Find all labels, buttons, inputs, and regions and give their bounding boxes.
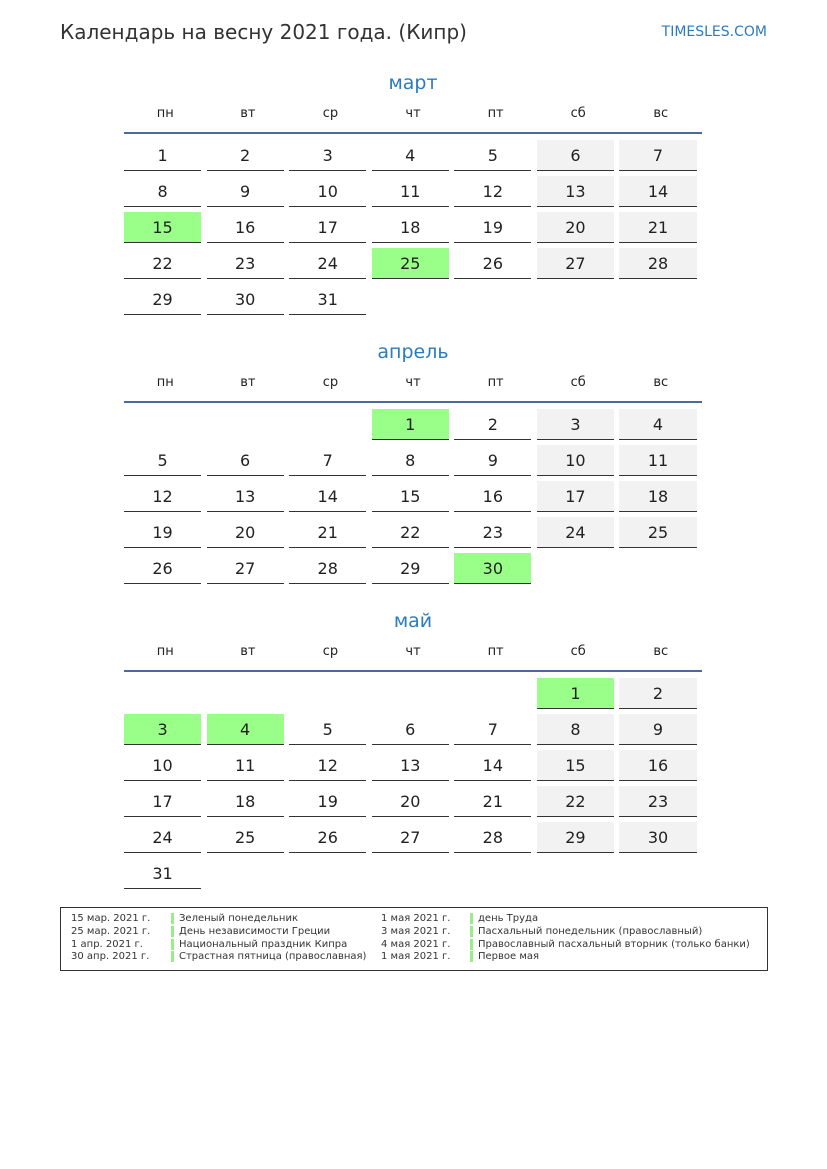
holiday-day-cell[interactable]: 15	[124, 212, 201, 243]
day-cell[interactable]: 21	[619, 212, 696, 243]
empty-cell	[289, 409, 366, 440]
day-cell[interactable]: 13	[537, 176, 614, 207]
legend-row	[71, 926, 767, 939]
day-cell[interactable]: 18	[372, 212, 449, 243]
month-name: апрель	[377, 341, 449, 363]
day-cell[interactable]: 29	[537, 822, 614, 853]
holiday-date: 30 апр. 2021 г.	[71, 951, 150, 963]
holiday-name: день Труда	[478, 913, 539, 924]
day-cell[interactable]: 26	[289, 822, 366, 853]
day-cell[interactable]: 3	[537, 409, 614, 440]
day-cell[interactable]: 23	[619, 786, 696, 817]
holiday-marker	[470, 926, 473, 937]
day-cell[interactable]: 9	[454, 445, 531, 476]
day-cell[interactable]: 5	[289, 714, 366, 745]
weekday-label: пн	[156, 375, 174, 390]
day-cell[interactable]: 23	[207, 248, 284, 279]
legend-row	[71, 951, 767, 964]
day-cell[interactable]: 8	[124, 176, 201, 207]
legend-row	[71, 939, 767, 952]
day-cell[interactable]: 9	[619, 714, 696, 745]
weekday-label: пт	[487, 644, 504, 659]
week-row	[124, 714, 702, 750]
day-cell[interactable]: 5	[454, 140, 531, 171]
legend-row	[71, 913, 767, 926]
day-cell[interactable]: 5	[124, 445, 201, 476]
day-cell[interactable]: 19	[124, 517, 201, 548]
day-cell[interactable]: 7	[289, 445, 366, 476]
day-cell[interactable]: 26	[124, 553, 201, 584]
empty-cell	[454, 678, 531, 709]
month-0	[124, 70, 702, 320]
day-cell[interactable]: 13	[372, 750, 449, 781]
day-cell[interactable]: 12	[289, 750, 366, 781]
day-cell[interactable]: 17	[124, 786, 201, 817]
day-cell[interactable]: 4	[619, 409, 696, 440]
day-cell[interactable]: 24	[124, 822, 201, 853]
header-divider	[124, 401, 702, 403]
day-cell[interactable]: 30	[619, 822, 696, 853]
week-row	[124, 822, 702, 858]
week-row	[124, 212, 702, 248]
weekday-header	[124, 644, 702, 662]
weekday-label: чт	[405, 644, 421, 659]
weekday-label: вт	[240, 106, 256, 121]
day-cell[interactable]: 22	[537, 786, 614, 817]
day-cell[interactable]: 6	[207, 445, 284, 476]
day-cell[interactable]: 15	[372, 481, 449, 512]
day-cell[interactable]: 31	[289, 284, 366, 315]
week-row	[124, 481, 702, 517]
holiday-name: Пасхальный понедельник (православный)	[478, 925, 703, 937]
day-cell[interactable]: 31	[124, 858, 201, 889]
holiday-day-cell[interactable]: 1	[372, 409, 449, 440]
day-cell[interactable]: 4	[372, 140, 449, 171]
page-title: Календарь на весну 2021 года. (Кипр)	[60, 20, 467, 44]
week-row	[124, 517, 702, 553]
week-row	[124, 284, 702, 320]
holiday-marker	[470, 939, 473, 950]
day-cell[interactable]: 6	[372, 714, 449, 745]
day-cell[interactable]: 11	[619, 445, 696, 476]
day-cell[interactable]: 25	[619, 517, 696, 548]
header-divider	[124, 670, 702, 672]
empty-cell	[372, 284, 449, 315]
day-cell[interactable]: 27	[372, 822, 449, 853]
holiday-name: Первое мая	[478, 951, 540, 963]
day-cell[interactable]: 20	[207, 517, 284, 548]
week-row	[124, 678, 702, 714]
holiday-date: 25 мар. 2021 г.	[71, 925, 151, 937]
holiday-date: 1 мая 2021 г.	[381, 913, 451, 924]
holiday-day-cell[interactable]: 3	[124, 714, 201, 745]
day-cell[interactable]: 3	[289, 140, 366, 171]
empty-cell	[207, 678, 284, 709]
empty-cell	[537, 284, 614, 315]
day-cell[interactable]: 14	[619, 176, 696, 207]
day-cell[interactable]: 10	[537, 445, 614, 476]
empty-cell	[619, 858, 696, 889]
day-cell[interactable]: 8	[537, 714, 614, 745]
day-cell[interactable]: 16	[454, 481, 531, 512]
day-cell[interactable]: 2	[619, 678, 696, 709]
week-row	[124, 445, 702, 481]
day-cell[interactable]: 10	[289, 176, 366, 207]
month-name: май	[393, 610, 433, 632]
day-cell[interactable]: 28	[454, 822, 531, 853]
empty-cell	[289, 678, 366, 709]
day-cell[interactable]: 6	[537, 140, 614, 171]
holiday-marker	[171, 913, 174, 924]
empty-cell	[537, 553, 614, 584]
empty-cell	[124, 409, 201, 440]
holiday-date: 1 мая 2021 г.	[381, 951, 451, 963]
weekday-label: сб	[570, 375, 586, 390]
empty-cell	[207, 858, 284, 889]
header-divider	[124, 132, 702, 134]
day-cell[interactable]: 10	[124, 750, 201, 781]
empty-cell	[537, 858, 614, 889]
holiday-name: Православный пасхальный вторник (только банки)	[478, 938, 750, 950]
week-row	[124, 750, 702, 786]
empty-cell	[289, 858, 366, 889]
day-cell[interactable]: 29	[372, 553, 449, 584]
day-cell[interactable]: 18	[207, 786, 284, 817]
holiday-marker	[171, 951, 174, 962]
day-cell[interactable]: 11	[207, 750, 284, 781]
month-name: март	[388, 72, 438, 94]
holiday-date: 4 мая 2021 г.	[381, 938, 451, 950]
day-cell[interactable]: 8	[372, 445, 449, 476]
day-cell[interactable]: 19	[454, 212, 531, 243]
day-cell[interactable]: 7	[454, 714, 531, 745]
holiday-marker	[470, 913, 473, 924]
weekday-label: пн	[156, 106, 174, 121]
weekday-header	[124, 375, 702, 393]
holiday-marker	[171, 926, 174, 937]
day-cell[interactable]: 18	[619, 481, 696, 512]
day-cell[interactable]: 16	[619, 750, 696, 781]
day-cell[interactable]: 27	[207, 553, 284, 584]
day-cell[interactable]: 27	[537, 248, 614, 279]
weekday-label: чт	[405, 106, 421, 121]
day-cell[interactable]: 11	[372, 176, 449, 207]
day-cell[interactable]: 23	[454, 517, 531, 548]
month-1	[124, 339, 702, 589]
day-cell[interactable]: 13	[207, 481, 284, 512]
week-row	[124, 858, 702, 894]
holiday-date: 3 мая 2021 г.	[381, 925, 451, 937]
day-cell[interactable]: 15	[537, 750, 614, 781]
holiday-marker	[470, 951, 473, 962]
holiday-name: День независимости Греции	[179, 925, 331, 937]
week-row	[124, 140, 702, 176]
day-cell[interactable]: 9	[207, 176, 284, 207]
holiday-marker	[171, 939, 174, 950]
weekday-label: вс	[653, 644, 669, 659]
week-row	[124, 248, 702, 284]
day-cell[interactable]: 19	[289, 786, 366, 817]
empty-cell	[207, 409, 284, 440]
weekday-label: ср	[322, 375, 339, 390]
day-cell[interactable]: 12	[124, 481, 201, 512]
day-cell[interactable]: 1	[124, 140, 201, 171]
weekday-label: пт	[487, 106, 504, 121]
day-cell[interactable]: 30	[207, 284, 284, 315]
week-row	[124, 786, 702, 822]
weekday-label: чт	[405, 375, 421, 390]
empty-cell	[124, 678, 201, 709]
holiday-date: 15 мар. 2021 г.	[71, 913, 151, 924]
weekday-label: ср	[322, 106, 339, 121]
month-2	[124, 608, 702, 894]
holiday-day-cell[interactable]: 1	[537, 678, 614, 709]
weekday-label: пн	[156, 644, 174, 659]
day-cell[interactable]: 2	[207, 140, 284, 171]
day-cell[interactable]: 2	[454, 409, 531, 440]
weekday-label: ср	[322, 644, 339, 659]
site-link[interactable]: TIMESLES.COM	[661, 24, 767, 40]
weekday-label: вт	[240, 375, 256, 390]
day-cell[interactable]: 7	[619, 140, 696, 171]
day-cell[interactable]: 22	[372, 517, 449, 548]
holiday-day-cell[interactable]: 30	[454, 553, 531, 584]
day-cell[interactable]: 21	[289, 517, 366, 548]
day-cell[interactable]: 17	[537, 481, 614, 512]
week-row	[124, 409, 702, 445]
day-cell[interactable]: 25	[207, 822, 284, 853]
holiday-date: 1 апр. 2021 г.	[71, 938, 143, 950]
weekday-label: пт	[487, 375, 504, 390]
day-cell[interactable]: 17	[289, 212, 366, 243]
empty-cell	[454, 858, 531, 889]
week-row	[124, 176, 702, 212]
holiday-day-cell[interactable]: 4	[207, 714, 284, 745]
day-cell[interactable]: 20	[372, 786, 449, 817]
holiday-name: Национальный праздник Кипра	[179, 938, 348, 950]
day-cell[interactable]: 20	[537, 212, 614, 243]
holiday-legend	[60, 907, 768, 971]
holiday-day-cell[interactable]: 25	[372, 248, 449, 279]
holiday-name: Страстная пятница (православная)	[179, 951, 367, 963]
day-cell[interactable]: 24	[289, 248, 366, 279]
day-cell[interactable]: 16	[207, 212, 284, 243]
day-cell[interactable]: 28	[289, 553, 366, 584]
day-cell[interactable]: 26	[454, 248, 531, 279]
day-cell[interactable]: 22	[124, 248, 201, 279]
weekday-label: сб	[570, 106, 586, 121]
weekday-label: вс	[653, 375, 669, 390]
weekday-label: вс	[653, 106, 669, 121]
day-cell[interactable]: 14	[454, 750, 531, 781]
weekday-label: вт	[240, 644, 256, 659]
empty-cell	[372, 678, 449, 709]
week-row	[124, 553, 702, 589]
day-cell[interactable]: 28	[619, 248, 696, 279]
day-cell[interactable]: 12	[454, 176, 531, 207]
weekday-label: сб	[570, 644, 586, 659]
day-cell[interactable]: 24	[537, 517, 614, 548]
day-cell[interactable]: 21	[454, 786, 531, 817]
holiday-name: Зеленый понедельник	[179, 913, 298, 924]
empty-cell	[619, 553, 696, 584]
day-cell[interactable]: 29	[124, 284, 201, 315]
empty-cell	[372, 858, 449, 889]
weekday-header	[124, 106, 702, 124]
empty-cell	[619, 284, 696, 315]
day-cell[interactable]: 14	[289, 481, 366, 512]
empty-cell	[454, 284, 531, 315]
